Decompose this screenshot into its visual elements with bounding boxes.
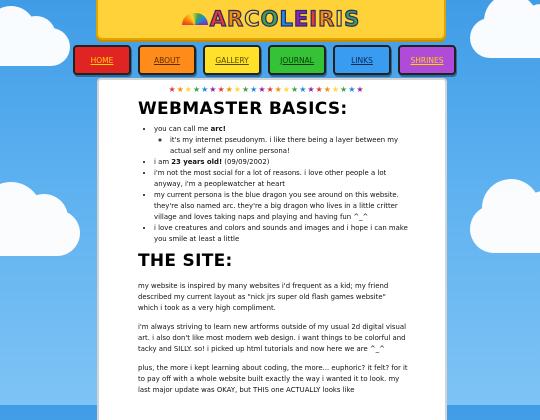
nav-button-label: ABOUT	[153, 55, 181, 65]
site-paragraph: plus, the more i kept learning about coding, the more... euphoric? it felt? for it to pay off with a whole website built exactly the way i wanted it to look. my last major update was OKAY, but THIS one ACTUALLY looks like	[138, 364, 408, 394]
logo-letter: R	[318, 7, 336, 31]
star-icon: ★	[209, 85, 217, 94]
star-icon: ★	[192, 85, 201, 94]
star-icon: ★	[233, 85, 241, 94]
logo-letter: R	[227, 7, 245, 31]
star-icon: ★	[258, 85, 266, 94]
logo-letter: O	[260, 7, 280, 31]
site-logo[interactable]	[210, 7, 360, 31]
nav-button-gallery[interactable]	[203, 45, 261, 75]
cloud-decoration	[470, 205, 540, 253]
nav-button-label: LINKS	[351, 55, 373, 65]
nav-button-journal[interactable]	[268, 45, 326, 75]
list-item: • i love creatures and colors and sounds and images and i hope i can make you smile at least a little	[154, 223, 408, 245]
star-icon: ★	[241, 85, 250, 94]
main-content	[97, 78, 447, 420]
list-item: ◦ it's my internet pseudonym. i like there being a layer between my actual self and my online persona!	[170, 135, 408, 157]
logo-letter: L	[279, 7, 294, 31]
star-icon: ★	[217, 85, 225, 94]
logo-letter: C	[244, 7, 261, 31]
nav-button-label: GALLERY	[215, 55, 249, 65]
star-icon: ★	[315, 85, 323, 94]
star-icon: ★	[307, 85, 315, 94]
rainbow-icon	[182, 13, 208, 25]
star-icon: ★	[176, 85, 184, 94]
nav-button-about[interactable]	[138, 45, 196, 75]
star-icon: ★	[250, 85, 258, 94]
star-icon: ★	[282, 85, 291, 94]
star-icon: ★	[323, 85, 331, 94]
age: 23 years old!	[171, 158, 223, 166]
logo-letter: E	[293, 7, 310, 31]
webmaster-list	[138, 124, 408, 245]
list-item: • i am 23 years old! (09/09/2002)	[154, 157, 408, 168]
nickname: arc!	[210, 125, 226, 133]
star-icon: ★	[299, 85, 307, 94]
site-paragraph: i'm always striving to learn new artforms outside of my usual 2d digital visual art. i also don't like most modern web design. i want things to be colorful and tacky and SILLY. so! i picked up html tutorials and now here we are ^_^	[138, 323, 407, 353]
main-nav	[73, 45, 473, 73]
cloud-decoration	[0, 28, 70, 66]
logo-letter: S	[344, 7, 361, 31]
nav-button-label: HOME	[90, 55, 114, 65]
site-paragraph: my website is inspired by many websites i'd frequent as a kid; my friend described my current layout as "nick jrs super old flash games website" which i took as a very high compliment.	[138, 282, 389, 312]
nav-button-shrines[interactable]	[398, 45, 456, 75]
cloud-decoration	[0, 210, 80, 256]
star-icon: ★	[291, 85, 299, 94]
star-icon: ★	[201, 85, 209, 94]
nav-button-label: SHRINES	[410, 55, 444, 65]
star-icon: ★	[184, 85, 192, 94]
logo-letter: I	[335, 7, 345, 31]
cloud-decoration	[470, 18, 540, 58]
star-divider	[150, 84, 382, 96]
nav-button-links[interactable]	[333, 45, 391, 75]
nav-button-home[interactable]	[73, 45, 131, 75]
the-site-heading: THE SITE:	[138, 251, 233, 271]
list-item: • my current persona is the blue dragon you see around on this website. they're also named arc. they're a big dragon who lives in a little critter village and loves taking naps and playing and having fun ^_^	[154, 190, 408, 223]
list-item: • i'm not the most social for a lot of reasons. i love other people a lot anyway, i'm a peoplewatcher at heart	[154, 168, 408, 190]
star-icon: ★	[274, 85, 282, 94]
star-icon: ★	[168, 85, 176, 94]
star-icon: ★	[225, 85, 233, 94]
webmaster-basics-heading: WEBMASTER BASICS:	[138, 99, 348, 119]
site-banner	[96, 0, 446, 40]
logo-letter: A	[209, 7, 228, 31]
star-icon: ★	[356, 85, 364, 94]
star-icon: ★	[340, 85, 348, 94]
star-icon: ★	[348, 85, 356, 94]
star-icon: ★	[331, 85, 340, 94]
star-icon: ★	[266, 85, 274, 94]
list-item: • you can call me arc! ◦ it's my internet pseudonym. i like there being a layer between my actual self and my online persona!	[154, 124, 408, 157]
logo-letter: I	[309, 7, 319, 31]
nav-button-label: JOURNAL	[280, 55, 314, 65]
